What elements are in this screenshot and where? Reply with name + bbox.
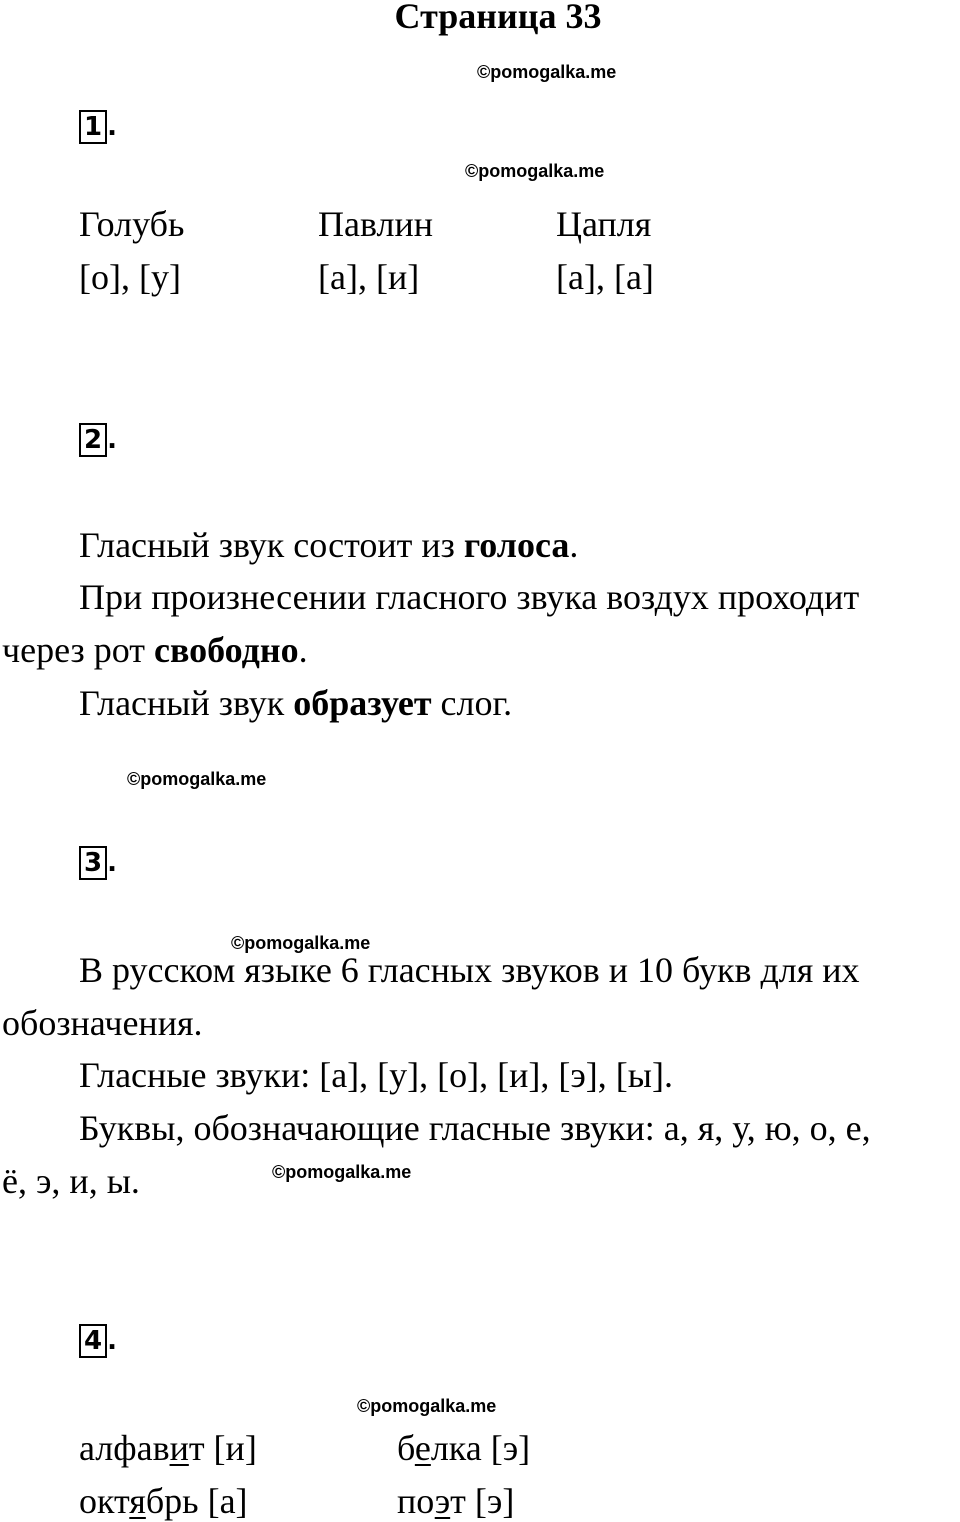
task-number-box: 1 <box>79 110 107 144</box>
text-line: через рот свободно. <box>2 630 308 670</box>
word: Голубь <box>79 204 185 244</box>
task-number: 3 . <box>79 846 117 880</box>
text-line: При произнесении гласного звука воздух проходит <box>79 577 860 617</box>
text-line: обозначения. <box>2 1003 203 1043</box>
task-number: 2 . <box>79 423 117 457</box>
text-line: ё, э, и, ы. <box>2 1161 140 1201</box>
word: Цапля <box>556 204 652 244</box>
watermark: ©pomogalka.me <box>127 769 267 789</box>
word-item: октябрь [а] <box>79 1481 248 1521</box>
word-sounds: [о], [у] <box>79 257 181 297</box>
watermark: ©pomogalka.me <box>477 62 617 82</box>
task-number: 4 . <box>79 1324 117 1358</box>
page-title: Страница 33 <box>394 0 602 36</box>
task-number-box: 4 <box>79 1324 107 1358</box>
text-line: Гласные звуки: [а], [у], [о], [и], [э], [ы]. <box>79 1055 673 1095</box>
word-item: белка [э] <box>397 1428 531 1468</box>
watermark: ©pomogalka.me <box>272 1162 412 1182</box>
text-line: Гласный звук состоит из голоса. <box>79 525 579 565</box>
word-item: поэт [э] <box>397 1481 515 1521</box>
word-sounds: [а], [и] <box>318 257 420 297</box>
watermark: ©pomogalka.me <box>357 1396 497 1416</box>
text-line: Буквы, обозначающие гласные звуки: а, я, у, ю, о, е, <box>79 1108 871 1148</box>
stressed-vowel: я <box>129 1481 146 1521</box>
word-item: алфавит [и] <box>79 1428 257 1468</box>
watermark: ©pomogalka.me <box>465 161 605 181</box>
stressed-vowel: и <box>169 1428 189 1468</box>
task-number-box: 3 <box>79 846 107 880</box>
stressed-vowel: э <box>434 1481 451 1521</box>
word-sounds: [а], [а] <box>556 257 654 297</box>
watermark: ©pomogalka.me <box>231 933 371 953</box>
task-number-box: 2 <box>79 423 107 457</box>
word: Павлин <box>318 204 433 244</box>
stressed-vowel: е <box>414 1428 431 1468</box>
text-line: В русском языке 6 гласных звуков и 10 букв для их <box>79 950 860 990</box>
task-number: 1 . <box>79 110 117 144</box>
text-line: Гласный звук образует слог. <box>79 683 513 723</box>
